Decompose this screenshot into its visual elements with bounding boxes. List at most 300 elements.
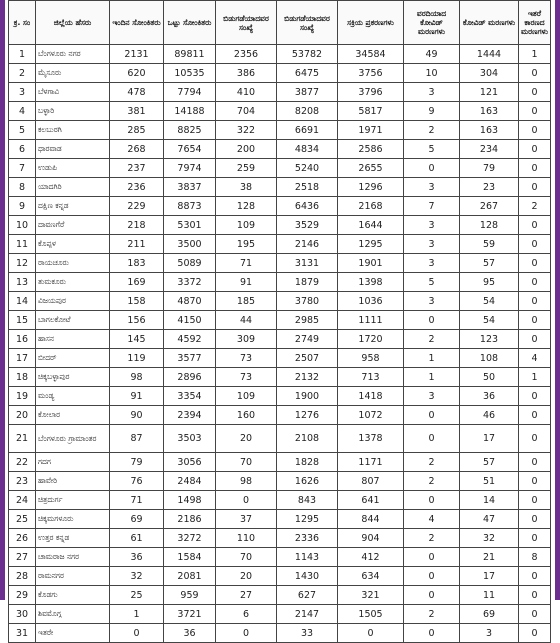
cell-district: ಬಳ್ಳಾರಿ	[36, 102, 110, 121]
header-discharged-total: ಬಿಡುಗಡೆಯಾದವರ ಸಂಖ್ಯೆ	[277, 1, 338, 45]
table-row	[9, 102, 551, 121]
cell-today-cases: 145	[110, 330, 164, 349]
cell-today-cases: 381	[110, 102, 164, 121]
cell-total-cases: 3837	[164, 178, 216, 197]
table-row	[9, 510, 551, 529]
cell-discharged-total: 1276	[277, 406, 338, 425]
cell-covid-deaths: 123	[460, 330, 519, 349]
cell-discharged-total: 3780	[277, 292, 338, 311]
cell-sno: 31	[9, 624, 36, 643]
cell-district: ರಾಮನಗರ	[36, 567, 110, 586]
cell-discharged-today: 259	[216, 159, 277, 178]
cell-discharged-total: 2985	[277, 311, 338, 330]
cell-covid-deaths: 163	[460, 121, 519, 140]
cell-active-cases: 1505	[338, 605, 404, 624]
cell-other-deaths: 0	[519, 159, 551, 178]
cell-today-cases: 237	[110, 159, 164, 178]
cell-total-cases: 3503	[164, 425, 216, 453]
cell-covid-deaths: 128	[460, 216, 519, 235]
cell-total-cases: 3721	[164, 605, 216, 624]
cell-other-deaths: 0	[519, 216, 551, 235]
cell-total-cases: 8873	[164, 197, 216, 216]
cell-covid-deaths: 69	[460, 605, 519, 624]
cell-sno: 29	[9, 586, 36, 605]
cell-reported-deaths: 3	[404, 216, 460, 235]
table-row	[9, 45, 551, 64]
cell-other-deaths: 0	[519, 140, 551, 159]
cell-discharged-total: 3131	[277, 254, 338, 273]
cell-active-cases: 1378	[338, 425, 404, 453]
table-row	[9, 140, 551, 159]
cell-covid-deaths: 23	[460, 178, 519, 197]
cell-district: ಶಿವಮೊಗ್ಗ	[36, 605, 110, 624]
cell-reported-deaths: 2	[404, 605, 460, 624]
table-row	[9, 330, 551, 349]
table-row	[9, 425, 551, 453]
cell-total-cases: 3272	[164, 529, 216, 548]
cell-other-deaths: 0	[519, 510, 551, 529]
cell-total-cases: 3500	[164, 235, 216, 254]
cell-reported-deaths: 2	[404, 529, 460, 548]
cell-discharged-total: 1626	[277, 472, 338, 491]
cell-covid-deaths: 304	[460, 64, 519, 83]
cell-total-cases: 4150	[164, 311, 216, 330]
cell-discharged-total: 1900	[277, 387, 338, 406]
cell-total-cases: 4592	[164, 330, 216, 349]
cell-reported-deaths: 2	[404, 472, 460, 491]
table-row	[9, 368, 551, 387]
cell-active-cases: 3756	[338, 64, 404, 83]
cell-today-cases: 0	[110, 624, 164, 643]
cell-discharged-today: 0	[216, 491, 277, 510]
cell-district: ಹಾವೇರಿ	[36, 472, 110, 491]
cell-sno: 5	[9, 121, 36, 140]
cell-today-cases: 1	[110, 605, 164, 624]
cell-covid-deaths: 57	[460, 254, 519, 273]
cell-discharged-total: 6691	[277, 121, 338, 140]
cell-covid-deaths: 57	[460, 453, 519, 472]
cell-today-cases: 236	[110, 178, 164, 197]
header-row	[9, 1, 551, 45]
cell-active-cases: 1295	[338, 235, 404, 254]
cell-discharged-total: 2146	[277, 235, 338, 254]
cell-today-cases: 169	[110, 273, 164, 292]
cell-today-cases: 119	[110, 349, 164, 368]
table-row	[9, 159, 551, 178]
cell-district: ಯಾದಗಿರಿ	[36, 178, 110, 197]
cell-other-deaths: 0	[519, 529, 551, 548]
cell-discharged-today: 44	[216, 311, 277, 330]
table-row	[9, 235, 551, 254]
cell-district: ಕಲಬುರಗಿ	[36, 121, 110, 140]
cell-active-cases: 1072	[338, 406, 404, 425]
cell-reported-deaths: 0	[404, 159, 460, 178]
table-row	[9, 406, 551, 425]
cell-discharged-today: 128	[216, 197, 277, 216]
cell-other-deaths: 8	[519, 548, 551, 567]
cell-sno: 7	[9, 159, 36, 178]
cell-reported-deaths: 1	[404, 368, 460, 387]
cell-discharged-today: 38	[216, 178, 277, 197]
cell-other-deaths: 0	[519, 292, 551, 311]
cell-reported-deaths: 0	[404, 406, 460, 425]
cell-today-cases: 183	[110, 254, 164, 273]
cell-covid-deaths: 32	[460, 529, 519, 548]
cell-discharged-today: 309	[216, 330, 277, 349]
cell-reported-deaths: 1	[404, 349, 460, 368]
cell-district: ದಾವಣಗೆರೆ	[36, 216, 110, 235]
cell-sno: 15	[9, 311, 36, 330]
cell-district: ಉತ್ತರ ಕನ್ನಡ	[36, 529, 110, 548]
cell-discharged-today: 110	[216, 529, 277, 548]
cell-active-cases: 2655	[338, 159, 404, 178]
cell-total-cases: 2186	[164, 510, 216, 529]
cell-today-cases: 156	[110, 311, 164, 330]
cell-other-deaths: 0	[519, 425, 551, 453]
cell-today-cases: 76	[110, 472, 164, 491]
cell-district: ಕೊಡಗು	[36, 586, 110, 605]
cell-today-cases: 87	[110, 425, 164, 453]
cell-district: ರಾಯಚೂರು	[36, 254, 110, 273]
cell-discharged-total: 2749	[277, 330, 338, 349]
cell-today-cases: 478	[110, 83, 164, 102]
cell-discharged-total: 2518	[277, 178, 338, 197]
cell-discharged-today: 37	[216, 510, 277, 529]
cell-discharged-total: 3529	[277, 216, 338, 235]
cell-today-cases: 79	[110, 453, 164, 472]
header-sno: ಕ್ರ. ಸಂ	[9, 1, 36, 45]
cell-discharged-total: 3877	[277, 83, 338, 102]
cell-total-cases: 10535	[164, 64, 216, 83]
cell-district: ಉಡುಪಿ	[36, 159, 110, 178]
cell-district: ಬಾಗಲಕೋಟೆ	[36, 311, 110, 330]
cell-district: ದಕ್ಷಿಣ ಕನ್ನಡ	[36, 197, 110, 216]
cell-reported-deaths: 4	[404, 510, 460, 529]
cell-other-deaths: 1	[519, 368, 551, 387]
cell-covid-deaths: 11	[460, 586, 519, 605]
cell-discharged-total: 1430	[277, 567, 338, 586]
cell-sno: 4	[9, 102, 36, 121]
cell-discharged-total: 1295	[277, 510, 338, 529]
cell-sno: 13	[9, 273, 36, 292]
cell-discharged-total: 2507	[277, 349, 338, 368]
cell-sno: 19	[9, 387, 36, 406]
cell-covid-deaths: 36	[460, 387, 519, 406]
district-covid-table	[8, 0, 551, 643]
cell-district: ಚಿತ್ರದುರ್ಗ	[36, 491, 110, 510]
cell-discharged-today: 6	[216, 605, 277, 624]
cell-discharged-total: 2336	[277, 529, 338, 548]
table-row	[9, 605, 551, 624]
cell-other-deaths: 0	[519, 387, 551, 406]
cell-discharged-today: 70	[216, 548, 277, 567]
cell-discharged-total: 1143	[277, 548, 338, 567]
table-row	[9, 273, 551, 292]
cell-active-cases: 1111	[338, 311, 404, 330]
header-reported-deaths: ವರದಿಯಾದ ಕೋವಿಡ್ ಮರಣಗಳು	[404, 1, 460, 45]
cell-active-cases: 807	[338, 472, 404, 491]
cell-today-cases: 211	[110, 235, 164, 254]
cell-today-cases: 98	[110, 368, 164, 387]
cell-active-cases: 321	[338, 586, 404, 605]
cell-discharged-total: 627	[277, 586, 338, 605]
cell-sno: 11	[9, 235, 36, 254]
cell-sno: 3	[9, 83, 36, 102]
cell-total-cases: 2484	[164, 472, 216, 491]
table-row	[9, 453, 551, 472]
cell-today-cases: 69	[110, 510, 164, 529]
cell-covid-deaths: 108	[460, 349, 519, 368]
cell-today-cases: 71	[110, 491, 164, 510]
cell-discharged-today: 73	[216, 349, 277, 368]
cell-reported-deaths: 9	[404, 102, 460, 121]
cell-reported-deaths: 0	[404, 624, 460, 643]
cell-other-deaths: 0	[519, 273, 551, 292]
cell-covid-deaths: 95	[460, 273, 519, 292]
table-row	[9, 349, 551, 368]
cell-sno: 17	[9, 349, 36, 368]
cell-covid-deaths: 54	[460, 292, 519, 311]
cell-active-cases: 1901	[338, 254, 404, 273]
cell-today-cases: 61	[110, 529, 164, 548]
cell-active-cases: 1398	[338, 273, 404, 292]
cell-total-cases: 4870	[164, 292, 216, 311]
cell-total-cases: 959	[164, 586, 216, 605]
cell-reported-deaths: 2	[404, 121, 460, 140]
cell-reported-deaths: 10	[404, 64, 460, 83]
table-row	[9, 216, 551, 235]
cell-covid-deaths: 121	[460, 83, 519, 102]
cell-discharged-today: 195	[216, 235, 277, 254]
cell-covid-deaths: 17	[460, 425, 519, 453]
cell-active-cases: 2586	[338, 140, 404, 159]
cell-other-deaths: 4	[519, 349, 551, 368]
cell-today-cases: 32	[110, 567, 164, 586]
cell-district: ಬೆಳಗಾವಿ	[36, 83, 110, 102]
cell-sno: 25	[9, 510, 36, 529]
cell-discharged-total: 2147	[277, 605, 338, 624]
cell-today-cases: 285	[110, 121, 164, 140]
cell-other-deaths: 0	[519, 586, 551, 605]
cell-today-cases: 90	[110, 406, 164, 425]
cell-covid-deaths: 50	[460, 368, 519, 387]
cell-covid-deaths: 17	[460, 567, 519, 586]
table-row	[9, 197, 551, 216]
cell-discharged-total: 6475	[277, 64, 338, 83]
cell-active-cases: 0	[338, 624, 404, 643]
cell-covid-deaths: 14	[460, 491, 519, 510]
table-row	[9, 121, 551, 140]
cell-discharged-total: 4834	[277, 140, 338, 159]
cell-other-deaths: 0	[519, 178, 551, 197]
cell-active-cases: 1720	[338, 330, 404, 349]
cell-active-cases: 634	[338, 567, 404, 586]
cell-discharged-total: 843	[277, 491, 338, 510]
cell-active-cases: 904	[338, 529, 404, 548]
cell-other-deaths: 0	[519, 102, 551, 121]
header-total-cases: ಒಟ್ಟು ಸೋಂಕಿತರು	[164, 1, 216, 45]
cell-active-cases: 5817	[338, 102, 404, 121]
table-row	[9, 64, 551, 83]
cell-reported-deaths: 5	[404, 140, 460, 159]
cell-active-cases: 1971	[338, 121, 404, 140]
cell-other-deaths: 0	[519, 121, 551, 140]
cell-active-cases: 2168	[338, 197, 404, 216]
cell-total-cases: 3372	[164, 273, 216, 292]
cell-reported-deaths: 2	[404, 330, 460, 349]
cell-sno: 1	[9, 45, 36, 64]
header-covid-deaths: ಕೋವಿಡ್ ಮರಣಗಳು	[460, 1, 519, 45]
cell-district: ಬೀದರ್	[36, 349, 110, 368]
cell-active-cases: 958	[338, 349, 404, 368]
cell-total-cases: 2394	[164, 406, 216, 425]
cell-covid-deaths: 51	[460, 472, 519, 491]
cell-discharged-total: 6436	[277, 197, 338, 216]
cell-sno: 24	[9, 491, 36, 510]
cell-discharged-today: 185	[216, 292, 277, 311]
table-row	[9, 311, 551, 330]
cell-sno: 21	[9, 425, 36, 453]
cell-total-cases: 14188	[164, 102, 216, 121]
cell-discharged-today: 200	[216, 140, 277, 159]
cell-discharged-today: 73	[216, 368, 277, 387]
cell-other-deaths: 0	[519, 472, 551, 491]
cell-district: ಬೆಂಗಳೂರು ನಗರ	[36, 45, 110, 64]
cell-today-cases: 620	[110, 64, 164, 83]
cell-sno: 20	[9, 406, 36, 425]
cell-district: ಬೆಂಗಳೂರು ಗ್ರಾಮಾಂತರ	[36, 425, 110, 453]
cell-discharged-total: 8208	[277, 102, 338, 121]
cell-active-cases: 641	[338, 491, 404, 510]
cell-discharged-total: 1828	[277, 453, 338, 472]
cell-other-deaths: 2	[519, 197, 551, 216]
cell-district: ಕೋಲಾರ	[36, 406, 110, 425]
cell-discharged-today: 20	[216, 567, 277, 586]
cell-total-cases: 3056	[164, 453, 216, 472]
cell-active-cases: 713	[338, 368, 404, 387]
cell-total-cases: 7794	[164, 83, 216, 102]
cell-sno: 27	[9, 548, 36, 567]
cell-sno: 9	[9, 197, 36, 216]
cell-covid-deaths: 79	[460, 159, 519, 178]
cell-reported-deaths: 0	[404, 425, 460, 453]
cell-sno: 26	[9, 529, 36, 548]
cell-discharged-today: 91	[216, 273, 277, 292]
cell-sno: 2	[9, 64, 36, 83]
cell-total-cases: 36	[164, 624, 216, 643]
cell-total-cases: 89811	[164, 45, 216, 64]
cell-today-cases: 218	[110, 216, 164, 235]
cell-active-cases: 1644	[338, 216, 404, 235]
cell-sno: 10	[9, 216, 36, 235]
cell-discharged-total: 33	[277, 624, 338, 643]
cell-district: ಗದಗ	[36, 453, 110, 472]
cell-total-cases: 2081	[164, 567, 216, 586]
cell-other-deaths: 0	[519, 83, 551, 102]
cell-discharged-today: 160	[216, 406, 277, 425]
cell-other-deaths: 0	[519, 491, 551, 510]
cell-today-cases: 36	[110, 548, 164, 567]
cell-total-cases: 5301	[164, 216, 216, 235]
table-row	[9, 83, 551, 102]
cell-covid-deaths: 47	[460, 510, 519, 529]
cell-other-deaths: 0	[519, 624, 551, 643]
cell-total-cases: 3577	[164, 349, 216, 368]
cell-covid-deaths: 54	[460, 311, 519, 330]
cell-discharged-today: 386	[216, 64, 277, 83]
cell-covid-deaths: 234	[460, 140, 519, 159]
cell-sno: 18	[9, 368, 36, 387]
header-district: ಜಿಲ್ಲೆಯ ಹೆಸರು	[36, 1, 110, 45]
cell-district: ಧಾರವಾಡ	[36, 140, 110, 159]
table-row	[9, 567, 551, 586]
cell-discharged-today: 109	[216, 387, 277, 406]
header-other-deaths: ಇತರೆ ಕಾರಣದ ಮರಣಗಳು	[519, 1, 551, 45]
cell-district: ಚಿಕ್ಕಬಳ್ಳಾಪುರ	[36, 368, 110, 387]
cell-active-cases: 1296	[338, 178, 404, 197]
cell-reported-deaths: 0	[404, 567, 460, 586]
cell-discharged-today: 27	[216, 586, 277, 605]
cell-discharged-total: 53782	[277, 45, 338, 64]
cell-reported-deaths: 5	[404, 273, 460, 292]
cell-covid-deaths: 1444	[460, 45, 519, 64]
cell-other-deaths: 1	[519, 45, 551, 64]
cell-sno: 12	[9, 254, 36, 273]
cell-today-cases: 2131	[110, 45, 164, 64]
cell-other-deaths: 0	[519, 406, 551, 425]
cell-reported-deaths: 49	[404, 45, 460, 64]
header-today-cases: ಇಂದಿನ ಸೋಂಕಿತರು	[110, 1, 164, 45]
left-border-bar	[0, 0, 5, 600]
cell-reported-deaths: 3	[404, 235, 460, 254]
cell-district: ಹಾಸನ	[36, 330, 110, 349]
cell-today-cases: 158	[110, 292, 164, 311]
cell-discharged-today: 71	[216, 254, 277, 273]
cell-other-deaths: 0	[519, 567, 551, 586]
cell-other-deaths: 0	[519, 64, 551, 83]
cell-total-cases: 3354	[164, 387, 216, 406]
cell-other-deaths: 0	[519, 453, 551, 472]
cell-discharged-total: 2132	[277, 368, 338, 387]
cell-reported-deaths: 3	[404, 83, 460, 102]
cell-discharged-total: 1879	[277, 273, 338, 292]
table-body	[9, 45, 551, 643]
table-row	[9, 178, 551, 197]
cell-discharged-total: 5240	[277, 159, 338, 178]
table-row	[9, 548, 551, 567]
cell-other-deaths: 0	[519, 235, 551, 254]
cell-reported-deaths: 3	[404, 292, 460, 311]
cell-discharged-total: 2108	[277, 425, 338, 453]
cell-other-deaths: 0	[519, 330, 551, 349]
cell-sno: 6	[9, 140, 36, 159]
cell-total-cases: 5089	[164, 254, 216, 273]
cell-other-deaths: 0	[519, 311, 551, 330]
cell-total-cases: 2896	[164, 368, 216, 387]
cell-discharged-today: 109	[216, 216, 277, 235]
cell-discharged-today: 70	[216, 453, 277, 472]
cell-covid-deaths: 46	[460, 406, 519, 425]
table-row	[9, 529, 551, 548]
cell-total-cases: 1498	[164, 491, 216, 510]
cell-sno: 22	[9, 453, 36, 472]
cell-reported-deaths: 0	[404, 311, 460, 330]
table-row	[9, 586, 551, 605]
cell-sno: 28	[9, 567, 36, 586]
cell-total-cases: 8825	[164, 121, 216, 140]
cell-covid-deaths: 21	[460, 548, 519, 567]
cell-active-cases: 1418	[338, 387, 404, 406]
